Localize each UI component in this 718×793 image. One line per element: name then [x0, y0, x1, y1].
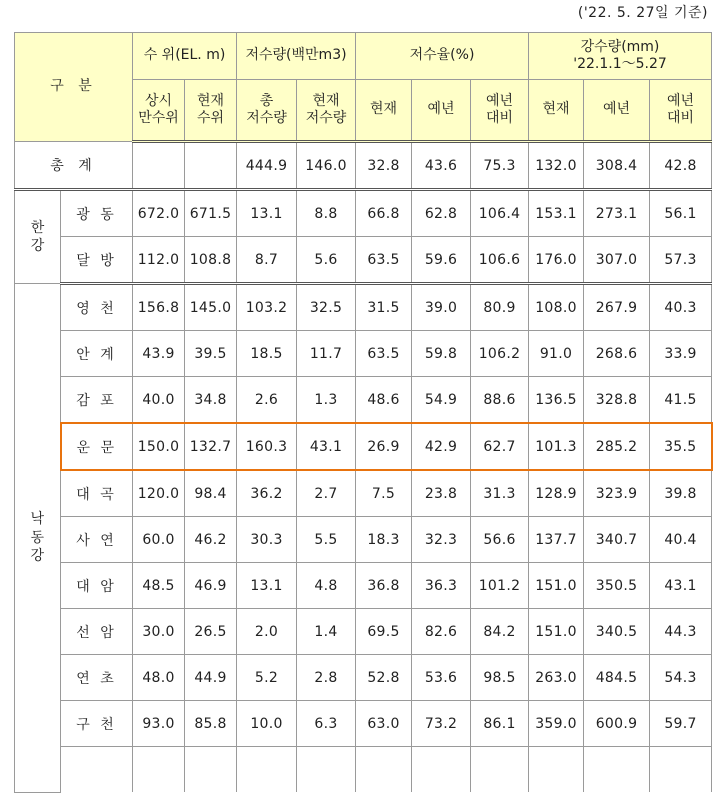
cell: 66.8 [356, 190, 412, 237]
cell: 340.5 [584, 609, 650, 655]
header-rainfall: 강수량(mm) '22.1.1～5.27 [529, 33, 712, 80]
cell: 75.3 [471, 142, 529, 190]
cell: 91.0 [529, 331, 584, 377]
cell [133, 142, 185, 190]
cell: 153.1 [529, 190, 584, 237]
reservoir-name: 달 방 [61, 237, 133, 284]
header-storage: 저수량(백만m3) [237, 33, 356, 80]
cell: 146.0 [297, 142, 356, 190]
cell: 43.1 [650, 563, 712, 609]
cell: 40.0 [133, 377, 185, 424]
table-row [15, 563, 712, 609]
river-name: 낙 동 강 [15, 284, 61, 793]
cell: 10.0 [237, 701, 297, 747]
cell [297, 747, 356, 793]
header-rain-normal: 예년 [584, 80, 650, 142]
cell: 98.5 [471, 655, 529, 701]
cell: 5.6 [297, 237, 356, 284]
header-total-storage: 총 저수량 [237, 80, 297, 142]
cell: 54.3 [650, 655, 712, 701]
cell [471, 747, 529, 793]
cell: 359.0 [529, 701, 584, 747]
cell: 42.9 [412, 423, 471, 470]
cell: 267.9 [584, 284, 650, 331]
cell: 120.0 [133, 470, 185, 517]
cell: 88.6 [471, 377, 529, 424]
cell: 151.0 [529, 563, 584, 609]
cell: 31.5 [356, 284, 412, 331]
cell [133, 747, 185, 793]
cell: 156.8 [133, 284, 185, 331]
table-row [15, 190, 712, 237]
cell: 13.1 [237, 190, 297, 237]
cell: 285.2 [584, 423, 650, 470]
cell: 145.0 [185, 284, 237, 331]
cell: 308.4 [584, 142, 650, 190]
cell: 1.4 [297, 609, 356, 655]
cell: 108.8 [185, 237, 237, 284]
total-label: 총 계 [15, 142, 133, 190]
cell: 671.5 [185, 190, 237, 237]
cell: 26.5 [185, 609, 237, 655]
cell: 137.7 [529, 517, 584, 563]
cell: 6.3 [297, 701, 356, 747]
cell: 26.9 [356, 423, 412, 470]
reservoir-name: 사 연 [61, 517, 133, 563]
table-row [15, 423, 712, 470]
cell: 151.0 [529, 609, 584, 655]
cell: 63.5 [356, 237, 412, 284]
header-category: 구 분 [15, 33, 133, 142]
cell: 56.1 [650, 190, 712, 237]
cell: 108.0 [529, 284, 584, 331]
cell: 33.9 [650, 331, 712, 377]
cell: 8.8 [297, 190, 356, 237]
cell [185, 747, 237, 793]
cell: 101.2 [471, 563, 529, 609]
cell: 44.9 [185, 655, 237, 701]
table-row-total [15, 142, 712, 190]
cell: 39.0 [412, 284, 471, 331]
cell: 2.6 [237, 377, 297, 424]
cell: 106.4 [471, 190, 529, 237]
table-row [15, 331, 712, 377]
cell: 672.0 [133, 190, 185, 237]
cell: 57.3 [650, 237, 712, 284]
cell: 103.2 [237, 284, 297, 331]
cell: 36.2 [237, 470, 297, 517]
reservoir-name: 운 문 [61, 423, 133, 470]
cell: 59.6 [412, 237, 471, 284]
cell: 59.7 [650, 701, 712, 747]
cell: 62.8 [412, 190, 471, 237]
reservoir-name: 광 동 [61, 190, 133, 237]
cell: 44.3 [650, 609, 712, 655]
cell: 43.9 [133, 331, 185, 377]
cell: 40.3 [650, 284, 712, 331]
cell [650, 747, 712, 793]
header-rain-current: 현재 [529, 80, 584, 142]
cell: 69.5 [356, 609, 412, 655]
cell: 150.0 [133, 423, 185, 470]
reservoir-name: 감 포 [61, 377, 133, 424]
header-current-level: 현재 수위 [185, 80, 237, 142]
cell: 48.0 [133, 655, 185, 701]
river-name: 한 강 [15, 190, 61, 284]
cell: 39.5 [185, 331, 237, 377]
header-rate-ratio: 예년 대비 [471, 80, 529, 142]
cell: 2.8 [297, 655, 356, 701]
cell: 307.0 [584, 237, 650, 284]
cell: 132.0 [529, 142, 584, 190]
cell: 18.3 [356, 517, 412, 563]
cell: 30.0 [133, 609, 185, 655]
cell: 273.1 [584, 190, 650, 237]
cell: 1.3 [297, 377, 356, 424]
cell: 18.5 [237, 331, 297, 377]
header-rate-normal: 예년 [412, 80, 471, 142]
cell: 46.2 [185, 517, 237, 563]
cell: 39.8 [650, 470, 712, 517]
header-water-level: 수 위(EL. m) [133, 33, 237, 80]
cell: 52.8 [356, 655, 412, 701]
reference-date: ('22. 5. 27일 기준) [577, 5, 708, 21]
reservoir-name: 구 천 [61, 701, 133, 747]
cell: 93.0 [133, 701, 185, 747]
cell: 85.8 [185, 701, 237, 747]
cell: 60.0 [133, 517, 185, 563]
cell: 84.2 [471, 609, 529, 655]
cell: 59.8 [412, 331, 471, 377]
cell: 80.9 [471, 284, 529, 331]
table-row [15, 284, 712, 331]
cell [356, 747, 412, 793]
header-current-storage: 현재 저수량 [297, 80, 356, 142]
cell: 7.5 [356, 470, 412, 517]
reservoir-name: 대 암 [61, 563, 133, 609]
cell: 30.3 [237, 517, 297, 563]
reservoir-status-table [14, 32, 713, 793]
cell: 54.9 [412, 377, 471, 424]
cell: 106.2 [471, 331, 529, 377]
table-row-partial [15, 747, 712, 793]
cell: 40.4 [650, 517, 712, 563]
reservoir-name: 연 초 [61, 655, 133, 701]
table-row [15, 470, 712, 517]
cell: 82.6 [412, 609, 471, 655]
header-storage-rate: 저수율(%) [356, 33, 529, 80]
cell: 128.9 [529, 470, 584, 517]
cell: 5.5 [297, 517, 356, 563]
table-row [15, 701, 712, 747]
cell: 43.6 [412, 142, 471, 190]
cell: 63.5 [356, 331, 412, 377]
cell [529, 747, 584, 793]
cell: 62.7 [471, 423, 529, 470]
reservoir-name: 안 계 [61, 331, 133, 377]
cell: 263.0 [529, 655, 584, 701]
cell: 160.3 [237, 423, 297, 470]
cell: 34.8 [185, 377, 237, 424]
header-rate-current: 현재 [356, 80, 412, 142]
cell: 176.0 [529, 237, 584, 284]
cell: 98.4 [185, 470, 237, 517]
reservoir-name: 영 천 [61, 284, 133, 331]
cell: 444.9 [237, 142, 297, 190]
table-row [15, 655, 712, 701]
cell [185, 142, 237, 190]
cell: 2.0 [237, 609, 297, 655]
cell: 4.8 [297, 563, 356, 609]
cell: 46.9 [185, 563, 237, 609]
cell: 32.5 [297, 284, 356, 331]
cell: 41.5 [650, 377, 712, 424]
cell [584, 747, 650, 793]
cell: 268.6 [584, 331, 650, 377]
cell [61, 747, 133, 793]
cell: 11.7 [297, 331, 356, 377]
table-row [15, 377, 712, 424]
cell: 56.6 [471, 517, 529, 563]
table-row [15, 609, 712, 655]
cell: 13.1 [237, 563, 297, 609]
cell: 101.3 [529, 423, 584, 470]
header-rain-ratio: 예년 대비 [650, 80, 712, 142]
cell: 31.3 [471, 470, 529, 517]
cell: 32.8 [356, 142, 412, 190]
cell: 23.8 [412, 470, 471, 517]
cell: 132.7 [185, 423, 237, 470]
reservoir-name: 대 곡 [61, 470, 133, 517]
cell: 48.5 [133, 563, 185, 609]
cell [237, 747, 297, 793]
header-normal-high-level: 상시 만수위 [133, 80, 185, 142]
cell: 36.3 [412, 563, 471, 609]
cell: 106.6 [471, 237, 529, 284]
cell: 136.5 [529, 377, 584, 424]
cell: 42.8 [650, 142, 712, 190]
cell: 2.7 [297, 470, 356, 517]
cell: 328.8 [584, 377, 650, 424]
reservoir-name: 선 암 [61, 609, 133, 655]
cell: 36.8 [356, 563, 412, 609]
table-row [15, 237, 712, 284]
cell: 32.3 [412, 517, 471, 563]
cell: 48.6 [356, 377, 412, 424]
cell: 5.2 [237, 655, 297, 701]
cell: 63.0 [356, 701, 412, 747]
cell: 73.2 [412, 701, 471, 747]
cell [412, 747, 471, 793]
cell: 86.1 [471, 701, 529, 747]
cell: 323.9 [584, 470, 650, 517]
cell: 340.7 [584, 517, 650, 563]
cell: 8.7 [237, 237, 297, 284]
cell: 112.0 [133, 237, 185, 284]
cell: 53.6 [412, 655, 471, 701]
table-row [15, 517, 712, 563]
cell: 600.9 [584, 701, 650, 747]
cell: 350.5 [584, 563, 650, 609]
cell: 35.5 [650, 423, 712, 470]
cell: 43.1 [297, 423, 356, 470]
cell: 484.5 [584, 655, 650, 701]
